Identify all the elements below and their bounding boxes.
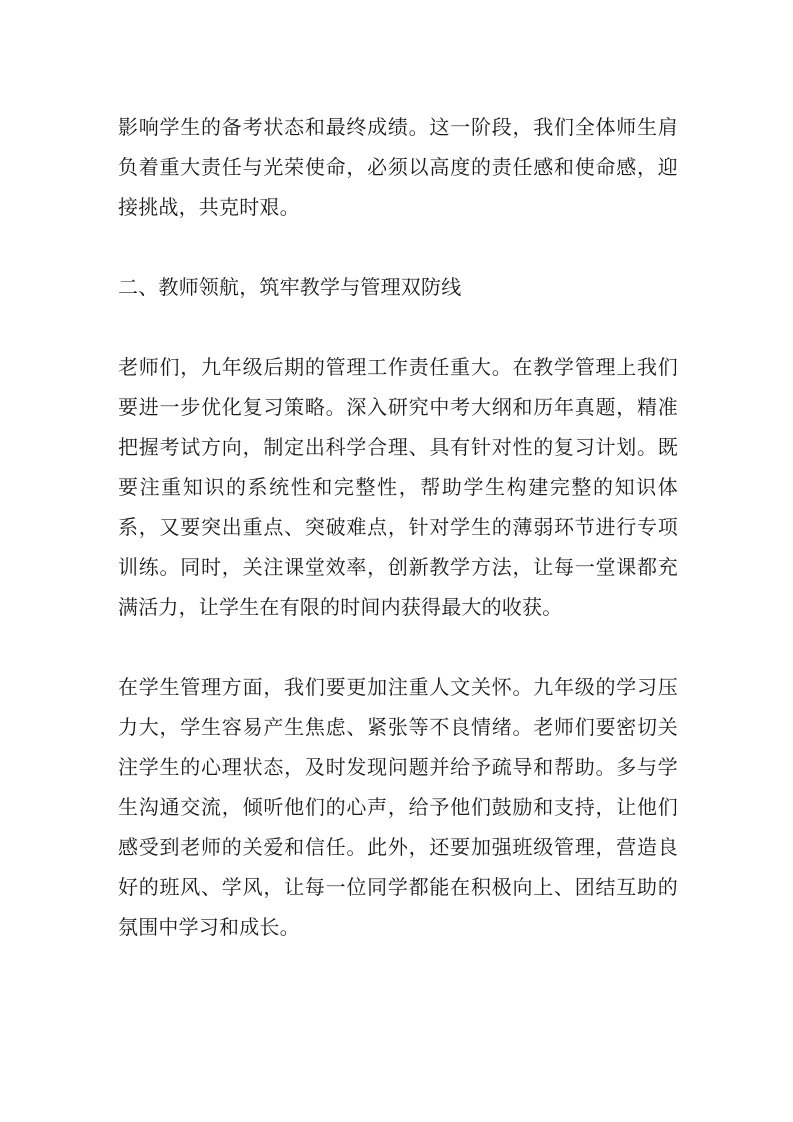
paragraph-teaching-management: 老师们，九年级后期的管理工作责任重大。在教学管理上我们要进一步优化复习策略。深入研究中考大纲和历年真题，精准把握考试方向，制定出科学合理、具有针对性的复习计划。既要注重知识的系统性和完整性，帮助学生构建完整的知识体系，又要突出重点、突破难点，针对学生的薄弱环节进行专项训练。同时，关注课堂效率，创新教学方法，让每一堂课都充满活力，让学生在有限的时间内获得最大的收获。 [118,355,678,619]
document-body [118,107,678,947]
paragraph-student-management: 在学生管理方面，我们要更加注重人文关怀。九年级的学习压力大，学生容易产生焦虑、紧张等不良情绪。老师们要密切关注学生的心理状态，及时发现问题并给予疏导和帮助。多与学生沟通交流，倾听他们的心声，给予他们鼓励和支持，让他们感受到老师的关爱和信任。此外，还要加强班级管理，营造良好的班风、学风，让每一位同学都能在积极向上、团结互助的氛围中学习和成长。 [118,675,678,939]
section-heading-teacher-leadership: 二、教师领航，筑牢教学与管理双防线 [118,275,462,299]
paragraph-intro-continuation: 影响学生的备考状态和最终成绩。这一阶段，我们全体师生肩负着重大责任与光荣使命，必须以高度的责任感和使命感，迎接挑战，共克时艰。 [118,115,678,219]
